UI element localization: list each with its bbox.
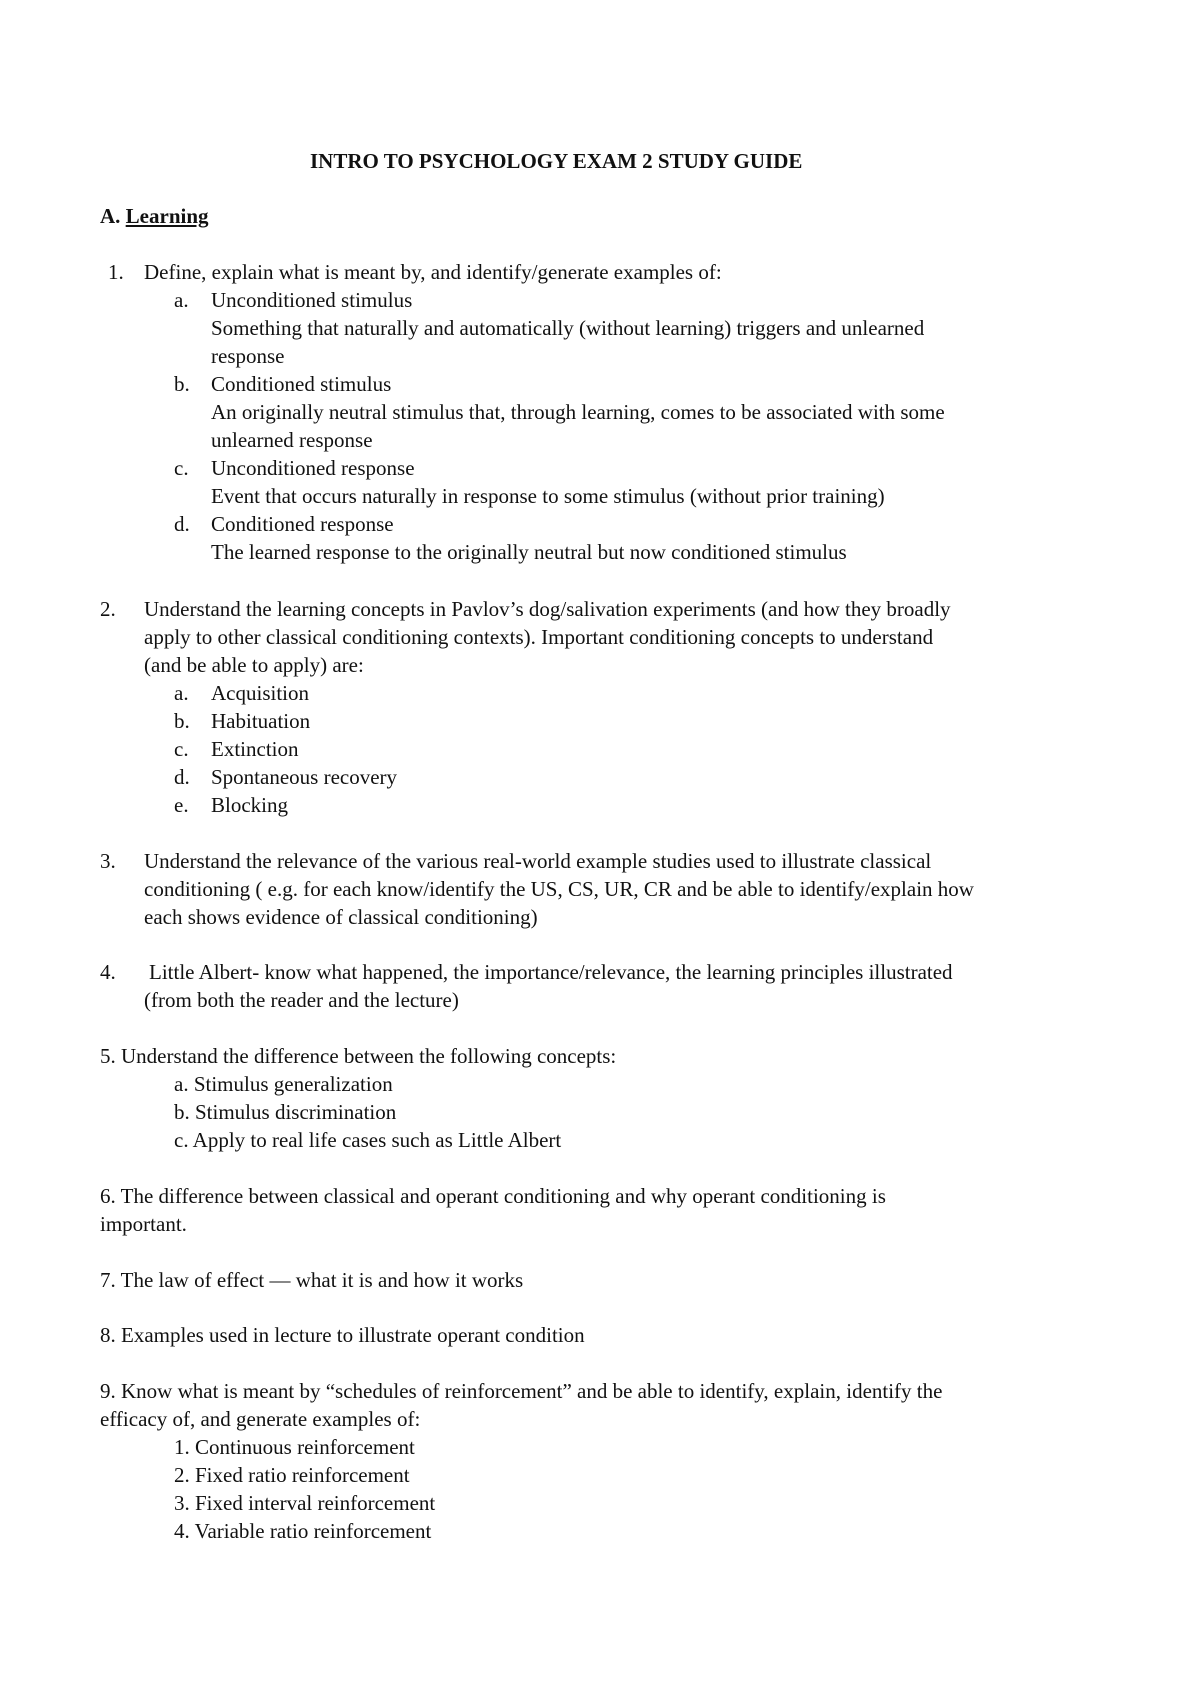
section-heading [100, 202, 209, 230]
item-1-number: 1. [108, 260, 124, 284]
item-1a-term: Unconditioned stimulus [211, 288, 413, 312]
item-2a-letter: a. [174, 681, 189, 705]
item-1a-letter: a. [174, 288, 189, 312]
item-5c-text: c. Apply to real life cases such as Little Albert [174, 1128, 562, 1152]
item-9-sub-3: 3. Fixed interval reinforcement [174, 1491, 436, 1515]
item-2c-letter: c. [174, 737, 189, 761]
item-4-line-1: Little Albert- know what happened, the importance/relevance, the learning principles illustrated [149, 960, 953, 984]
section-name: Learning [125, 204, 209, 228]
item-3-line-3: each shows evidence of classical conditioning) [144, 905, 538, 929]
item-1d-definition: The learned response to the originally neutral but now conditioned stimulus [211, 540, 847, 564]
item-2e-letter: e. [174, 793, 189, 817]
item-1b-definition-cont: unlearned response [211, 428, 373, 452]
item-2a-text: Acquisition [211, 681, 309, 705]
item-1-text: Define, explain what is meant by, and identify/generate examples of: [144, 260, 722, 284]
item-1b-term: Conditioned stimulus [211, 372, 392, 396]
item-1b-letter: b. [174, 372, 190, 396]
item-2c-text: Extinction [211, 737, 299, 761]
item-1a-definition-cont: response [211, 344, 285, 368]
item-7-text: 7. The law of effect — what it is and how it works [100, 1268, 524, 1292]
item-1c-definition: Event that occurs naturally in response to some stimulus (without prior training) [211, 484, 885, 508]
item-5b-text: b. Stimulus discrimination [174, 1100, 397, 1124]
document-title: INTRO TO PSYCHOLOGY EXAM 2 STUDY GUIDE [310, 149, 803, 173]
item-3-number: 3. [100, 849, 116, 873]
item-2b-letter: b. [174, 709, 190, 733]
item-1b-definition: An originally neutral stimulus that, through learning, comes to be associated with some [211, 400, 945, 424]
item-6-line-2: important. [100, 1212, 187, 1236]
item-5a-text: a. Stimulus generalization [174, 1072, 393, 1096]
item-9-sub-4: 4. Variable ratio reinforcement [174, 1519, 432, 1543]
item-2e-text: Blocking [211, 793, 288, 817]
item-2-line-2: apply to other classical conditioning contexts). Important conditioning concepts to understand [144, 625, 934, 649]
item-2-line-3: (and be able to apply) are: [144, 653, 364, 677]
item-8-text: 8. Examples used in lecture to illustrate operant condition [100, 1323, 585, 1347]
item-1d-term: Conditioned response [211, 512, 394, 536]
item-5-text: 5. Understand the difference between the following concepts: [100, 1044, 617, 1068]
item-2b-text: Habituation [211, 709, 311, 733]
item-2d-text: Spontaneous recovery [211, 765, 398, 789]
item-1d-letter: d. [174, 512, 190, 536]
item-2d-letter: d. [174, 765, 190, 789]
item-6-line-1: 6. The difference between classical and operant conditioning and why operant conditioning is [100, 1184, 886, 1208]
item-9-line-1: 9. Know what is meant by “schedules of reinforcement” and be able to identify, explain, identify the [100, 1379, 943, 1403]
item-9-line-2: efficacy of, and generate examples of: [100, 1407, 421, 1431]
item-1c-term: Unconditioned response [211, 456, 415, 480]
item-3-line-2: conditioning ( e.g. for each know/identify the US, CS, UR, CR and be able to identify/explain how [144, 877, 974, 901]
item-2-number: 2. [100, 597, 116, 621]
item-1a-definition: Something that naturally and automatically (without learning) triggers and unlearned [211, 316, 925, 340]
item-9-sub-2: 2. Fixed ratio reinforcement [174, 1463, 410, 1487]
item-9-sub-1: 1. Continuous reinforcement [174, 1435, 415, 1459]
item-4-number: 4. [100, 960, 116, 984]
item-3-line-1: Understand the relevance of the various real-world example studies used to illustrate classical [144, 849, 932, 873]
section-letter: A. [100, 204, 121, 228]
item-2-line-1: Understand the learning concepts in Pavlov’s dog/salivation experiments (and how they broadly [144, 597, 951, 621]
item-4-line-2: (from both the reader and the lecture) [144, 988, 459, 1012]
item-1c-letter: c. [174, 456, 189, 480]
